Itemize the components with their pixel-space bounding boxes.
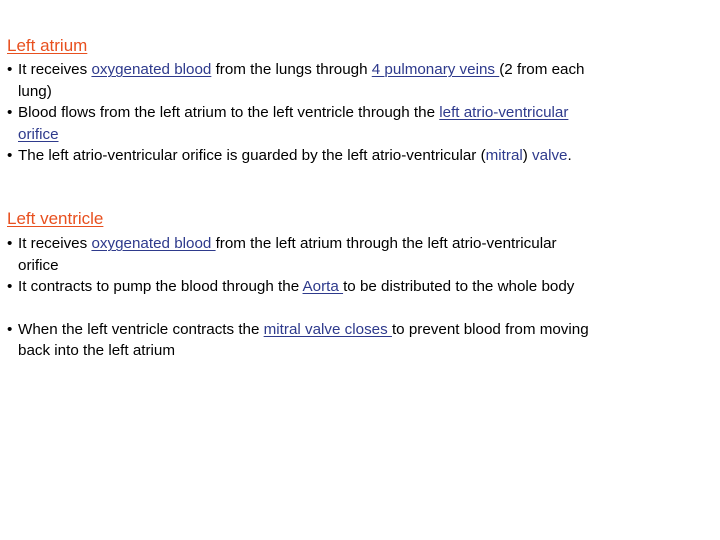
- bullet-item: [7, 59, 717, 102]
- left-ventricle-bullets: [7, 233, 717, 362]
- text: to prevent blood from moving: [391, 320, 589, 338]
- left-atrium-heading: Left atrium: [7, 36, 88, 55]
- bullet-item: [7, 319, 717, 362]
- text: It receives: [18, 61, 92, 78]
- bullet-dot: •: [7, 104, 13, 121]
- text: back into the left atrium: [18, 342, 176, 359]
- text: to be distributed to the whole body: [343, 278, 575, 295]
- text: ): [522, 147, 533, 164]
- spacer: [7, 298, 717, 319]
- text: from the left atrium through the left atrio-ventricular: [215, 235, 557, 252]
- text: It contracts to pump the blood through the: [18, 278, 303, 295]
- text: When the left ventricle contracts the: [18, 320, 264, 338]
- text: orifice: [18, 256, 59, 274]
- text: .: [567, 147, 572, 164]
- text: It receives: [18, 235, 92, 252]
- text: from the lungs through: [211, 61, 372, 78]
- bullet-item: [7, 276, 717, 298]
- bullet-item: [7, 145, 717, 167]
- bullet-item: [7, 233, 717, 276]
- text: lung): [18, 82, 52, 100]
- text: Blood flows from the left atrium to the left ventricle through the: [18, 104, 440, 121]
- left-ventricle-heading: Left ventricle: [7, 209, 104, 228]
- keyword-aorta: Aorta: [302, 278, 344, 295]
- left-atrium-bullets: [7, 59, 717, 167]
- bullet-dot: •: [7, 147, 13, 164]
- text: (2 from each: [499, 61, 585, 78]
- keyword-mitral-valve-closes: mitral valve closes: [263, 320, 392, 338]
- keyword-valve: valve: [532, 147, 568, 164]
- keyword-oxygenated-blood: oxygenated blood: [91, 235, 216, 252]
- keyword-left-atrio-ventricular: left atrio-ventricular: [439, 104, 569, 121]
- bullet-dot: •: [7, 235, 13, 252]
- keyword-pulmonary-veins: 4 pulmonary veins: [371, 61, 500, 78]
- bullet-item: [7, 102, 717, 145]
- keyword-orifice: orifice: [18, 125, 59, 143]
- bullet-dot: •: [7, 61, 13, 78]
- text: The left atrio-ventricular orifice is guarded by the left atrio-ventricular (: [18, 147, 486, 164]
- bullet-dot: •: [7, 278, 13, 295]
- keyword-mitral: mitral: [485, 147, 523, 164]
- keyword-oxygenated-blood: oxygenated blood: [91, 61, 212, 78]
- bullet-dot: •: [7, 320, 13, 338]
